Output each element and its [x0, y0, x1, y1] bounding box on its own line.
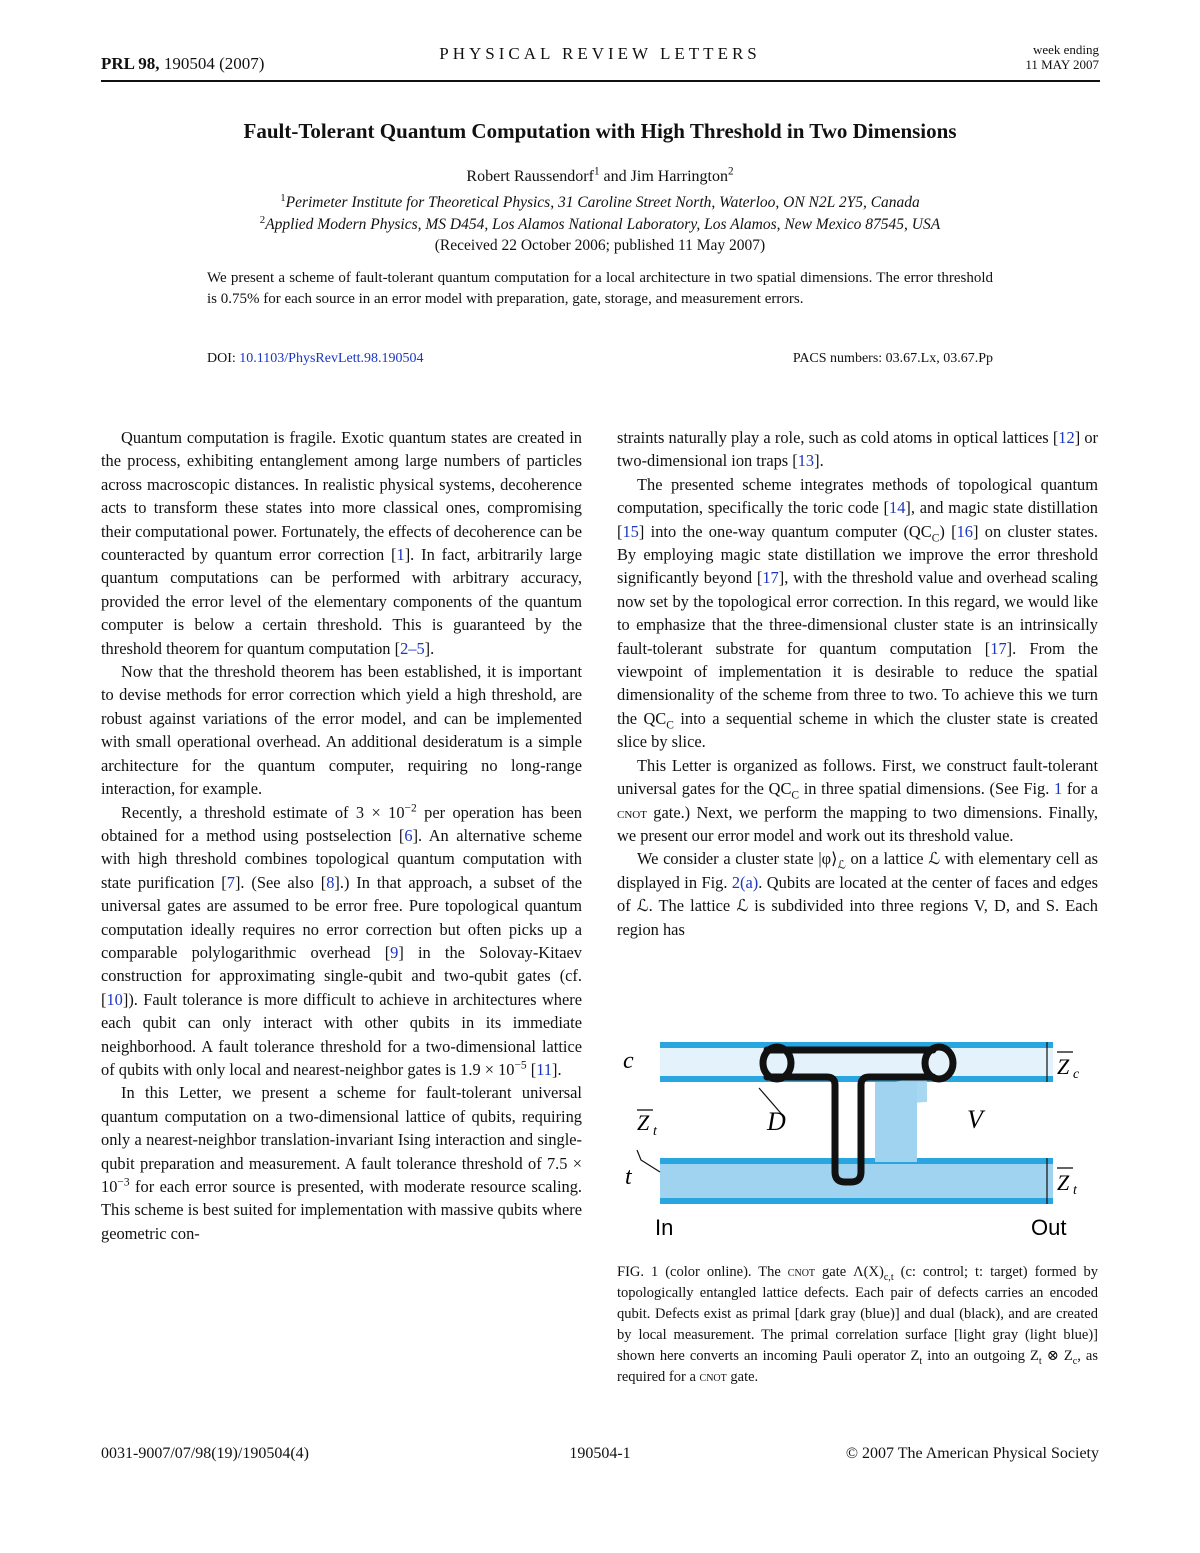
- footer-page-number: 190504-1: [569, 1445, 631, 1462]
- paragraph: Now that the threshold theorem has been established, it is important to devise methods for error correction which yield a high threshold, are robust against variations of the error model, and can be implemented with small operational overhead. An additional desideratum is a simple architecture for the quantum computer, requiring no long-range interaction, for example.: [101, 662, 582, 799]
- citation-link[interactable]: 2(a): [731, 872, 759, 892]
- label-zc-right: Z: [1057, 1054, 1070, 1079]
- footer-issn: 0031-9007/07/98(19)/190504(4): [101, 1445, 309, 1462]
- journal-name: PHYSICAL REVIEW LETTERS: [439, 44, 761, 63]
- citation-link[interactable]: 11: [536, 1059, 553, 1079]
- label-control: c: [623, 1048, 634, 1074]
- author-list: Robert Raussendorf$^1$ and Jim Harrington$^2$: [466, 165, 734, 185]
- zt-pointer-line: [637, 1150, 660, 1172]
- label-zt-left: Z: [637, 1110, 650, 1135]
- issue-date-value: 11 MAY 2007: [1025, 57, 1099, 72]
- figure-1-cnot-diagram: [617, 1022, 1100, 1252]
- figure-1-caption: FIG. 1 (color online). The cnot gate $\Lambda(X)_{c,t}$ (c: control; t: target) formed by topologically entangled lattice defects. Each pair of defects carries an encoded qubit. Defects exist as primal [dark gray (blue)] and dual (black), and are created by local measurement. The primal correlation surface [light gray (light blue)] shown here converts an incoming Pauli operator $Z_t$ into an outgoing $Z_t$ ⊗ $Z_c$, as required for a cnot gate.: [617, 1264, 1098, 1385]
- journal-abbrev: PRL 98,: [101, 54, 160, 73]
- paragraph: straints naturally play a role, such as cold atoms in optical lattices [12] or two-dimensional ion traps [13].: [617, 428, 1098, 471]
- citation-link[interactable]: 2–5: [400, 638, 425, 658]
- label-zt-right-sub: t: [1073, 1183, 1077, 1198]
- paragraph: The presented scheme integrates methods of topological quantum computation, specifically the toric code [14], and magic state distillation [15] into the one-way quantum computer $(QC_C)$ [16] on cluster states. By employing magic state distillation we improve the error threshold significantly beyond [17], with the threshold value and overhead scaling now set by the topological error correction. In this regard, we would like to emphasize that the three-dimensional cluster state is an intrinsically fault-tolerant substrate for quantum computation [17]. From the viewpoint of implementation it is desirable to reduce the spatial dimensionality of the scheme from three to two. To achieve this we turn the $QC_C$ into a sequential scheme in which the cluster state is created slice by slice.: [617, 474, 1099, 752]
- paragraph: We consider a cluster state $|\varphi⟩_ℒ$ on a lattice ℒ with elementary cell as displayed in Fig. 2(a). Qubits are located at the center of faces and edges of ℒ. The lattice ℒ is subdivided into three regions V, D, and S. Each region has: [617, 849, 1098, 939]
- paragraph: In this Letter, we present a scheme for fault-tolerant universal quantum computation on a two-dimensional lattice of qubits, requiring only a nearest-neighbor translation-invariant Ising interaction and single-qubit preparation and measurement. A fault tolerance threshold of $7.5 \times 10^{-3}$ for each error source is presented, with moderate resource scaling. This scheme is best suited for implementation with massive qubits where geometric con-: [101, 1083, 582, 1243]
- control-defect-bottom: [660, 1076, 1053, 1082]
- citation-link[interactable]: 14: [889, 498, 906, 518]
- label-out: Out: [1031, 1215, 1067, 1240]
- target-defect-bottom: [660, 1198, 1053, 1204]
- doi-link[interactable]: 10.1103/PhysRevLett.98.190504: [239, 351, 424, 366]
- footer-copyright: © 2007 The American Physical Society: [845, 1445, 1099, 1462]
- label-zc-right-sub: c: [1073, 1067, 1080, 1082]
- right-column: [617, 426, 1098, 941]
- week-ending-label: week ending: [1032, 42, 1099, 57]
- doi: DOI: 10.1103/PhysRevLett.98.190504: [207, 351, 424, 366]
- received-dates: (Received 22 October 2006; published 11 May 2007): [434, 237, 766, 254]
- label-zt-left-sub: t: [653, 1124, 657, 1139]
- pacs-numbers: PACS numbers: 03.67.Lx, 03.67.Pp: [792, 351, 993, 366]
- paragraph: Quantum computation is fragile. Exotic quantum states are created in the process, exhibiting entanglement among large numbers of particles across macroscopic distances. In realistic physical systems, decoherence acts to transform these states into more classical ones, compromising their computational power. Fortunately, the effects of decoherence can be counteracted by quantum error correction [1]. In fact, arbitrarily large quantum computations can be performed with arbitrary accuracy, provided the error level of the elementary components of the quantum computer is below a certain threshold. This is guaranteed by the threshold theorem for quantum computation [2–5].: [101, 428, 582, 658]
- citation-link[interactable]: 17: [762, 568, 779, 588]
- citation-link[interactable]: 9: [390, 942, 399, 962]
- citation-link[interactable]: 16: [956, 521, 973, 541]
- left-column: [101, 426, 582, 1245]
- citation-link[interactable]: 8: [326, 872, 335, 892]
- citation-link[interactable]: 17: [990, 638, 1007, 658]
- label-zt-right: Z: [1057, 1170, 1070, 1195]
- label-primal-V: V: [967, 1105, 983, 1134]
- affiliation-1: $^1$Perimeter Institute for Theoretical Physics, 31 Caroline Street North, Waterloo, ON N2L 2Y5, Canada: [280, 191, 920, 211]
- target-defect-top: [660, 1158, 1053, 1164]
- label-target: t: [625, 1164, 632, 1190]
- issue-date: [1025, 42, 1099, 72]
- citation-link[interactable]: 10: [106, 989, 123, 1009]
- citation-link[interactable]: 6: [404, 825, 413, 845]
- citation-link[interactable]: 7: [226, 872, 235, 892]
- citation-link[interactable]: 1: [396, 545, 405, 565]
- label-in: In: [655, 1215, 674, 1240]
- citation-link[interactable]: 12: [1058, 428, 1075, 447]
- paragraph: This Letter is organized as follows. First, we construct fault-tolerant universal gates for the $QC_C$ in three spatial dimensions. (See Fig. 1 for a cnot gate.) Next, we perform the mapping to two dimensions. Finally, we present our error model and work out its threshold value.: [617, 755, 1098, 845]
- label-dual-D: D: [767, 1107, 786, 1136]
- abstract: We present a scheme of fault-tolerant quantum computation for a local architecture in two spatial dimensions. The error threshold is 0.75% for each source in an error model with preparation, gate, storage, and measurement errors.: [207, 270, 993, 307]
- article-id: 190504 (2007): [159, 54, 265, 73]
- citation-link[interactable]: 13: [797, 451, 815, 471]
- citation-link[interactable]: 15: [622, 521, 639, 541]
- citation-link[interactable]: 1: [1054, 779, 1063, 799]
- paragraph: Recently, a threshold estimate of $3 \times 10^{-2}$ per operation has been obtained for a method using postselection [6]. An alternative scheme with high threshold combines topological quantum computation with state purification [7]. (See also [8].) In that approach, a subset of the universal gates are assumed to be error free. Pure topological quantum computation ideally requires no error correction but often picks up a comparable polylogarithmic overhead [9] in the Solovay-Kitaev construction for approximating single-qubit and two-qubit gates (cf. [10]). Fault tolerance is more difficult to achieve in architectures where each qubit can only interact with other qubits in its immediate neighborhood. A fault tolerance threshold for a two-dimensional lattice of qubits with only local and nearest-neighbor gates is $1.9 \times 10^{-5}$ [11].: [101, 802, 582, 1079]
- header-rule: [101, 80, 1100, 82]
- affiliation-2: $^2$Applied Modern Physics, MS D454, Los Alamos National Laboratory, Los Alamos, New Mexico 87545, USA: [259, 213, 941, 233]
- paper-title: Fault-Tolerant Quantum Computation with High Threshold in Two Dimensions: [243, 119, 957, 143]
